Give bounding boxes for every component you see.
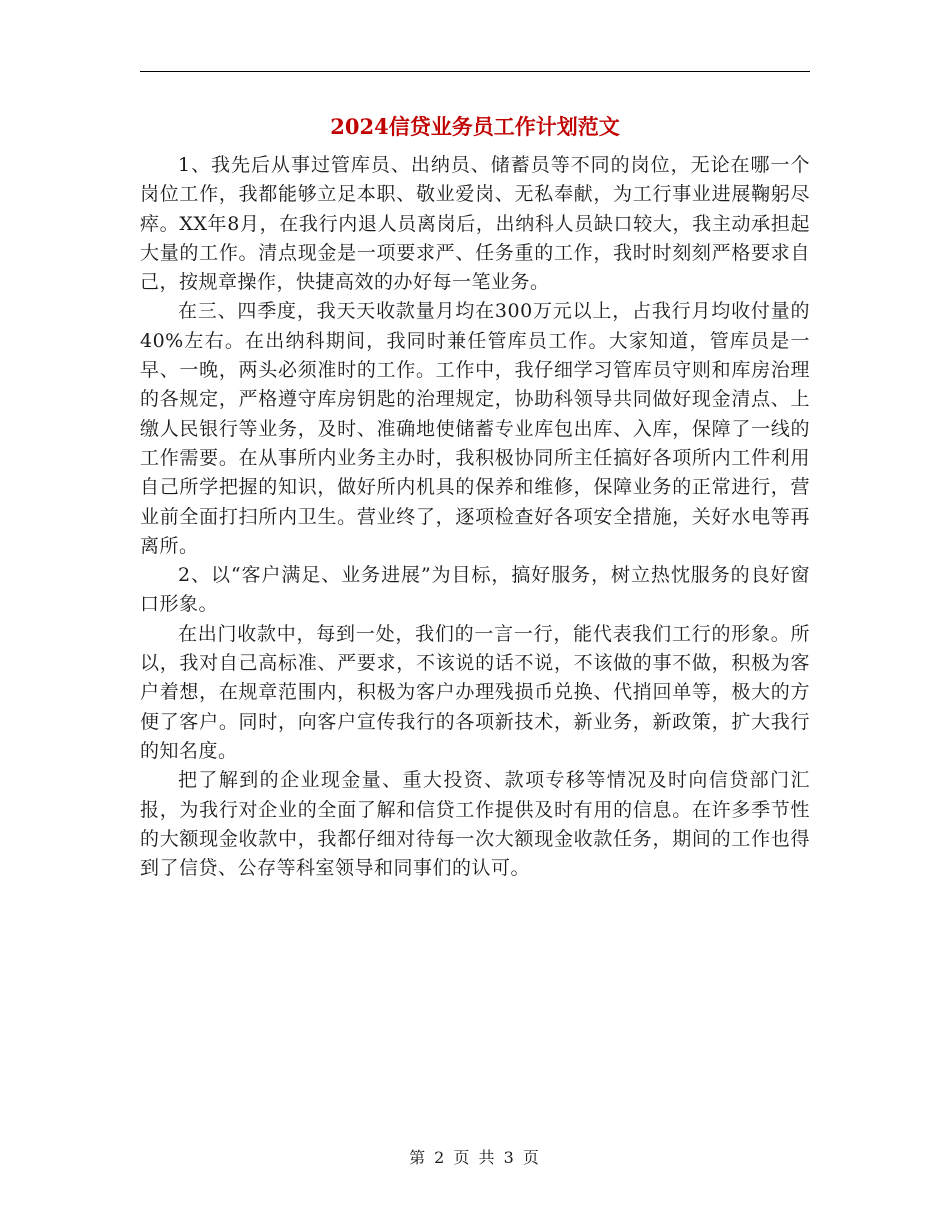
- paragraph-5: 把了解到的企业现金量、重大投资、款项专移等情况及时向信贷部门汇报，为我行对企业的全面了解和信贷工作提供及时有用的信息。在许多季节性的大额现金收款中，我都仔细对待每一次大额现金收款任务，期间的工作也得到了信贷、公存等科室领导和同事们的认可。: [140, 769, 810, 880]
- paragraph-2: 在三、四季度，我天天收款量月均在300万元以上，占我行月均收付量的40%左右。在出纳科期间，我同时兼任管库员工作。大家知道，管库员是一早、一晚，两头必须准时的工作。工作中，我仔细学习管库员守则和库房治理的各规定，严格遵守库房钥匙的治理规定，协助科领导共同做好现金清点、上缴人民银行等业务，及时、准确地使储蓄专业库包出库、入库，保障了一线的工作需要。在从事所内业务主办时，我积极协同所主任搞好各项所内工件利用自己所学把握的知识，做好所内机具的保养和维修，保障业务的正常进行，营业前全面打扫所内卫生。营业终了，逐项检查好各项安全措施，关好水电等再离所。: [140, 300, 810, 557]
- paragraph-3: 2、以“客户满足、业务进展”为目标，搞好服务，树立热忱服务的良好窗口形象。: [140, 564, 810, 616]
- page-number-footer: 第 2 页 共 3 页: [409, 1148, 541, 1167]
- document-title: 2024信贷业务员工作计划范文: [330, 114, 620, 139]
- paragraph-4: 在出门收款中，每到一处，我们的一言一行，能代表我们工行的形象。所以，我对自己高标准、严要求，不该说的话不说，不该做的事不做，积极为客户着想，在规章范围内，积极为客户办理残损币兑换、代捎回单等，极大的方便了客户。同时，向客户宣传我行的各项新技术，新业务，新政策，扩大我行的知名度。: [140, 622, 810, 762]
- header-rule: [140, 71, 810, 72]
- document-body: [140, 151, 810, 883]
- paragraph-1: 1、我先后从事过管库员、出纳员、储蓄员等不同的岗位，无论在哪一个岗位工作，我都能够立足本职、敬业爱岗、无私奉献，为工行事业进展鞠躬尽瘁。XX年8月，在我行内退人员离岗后，出纳科人员缺口较大，我主动承担起大量的工作。清点现金是一项要求严、任务重的工作，我时时刻刻严格要求自己，按规章操作，快捷高效的办好每一笔业务。: [140, 154, 810, 294]
